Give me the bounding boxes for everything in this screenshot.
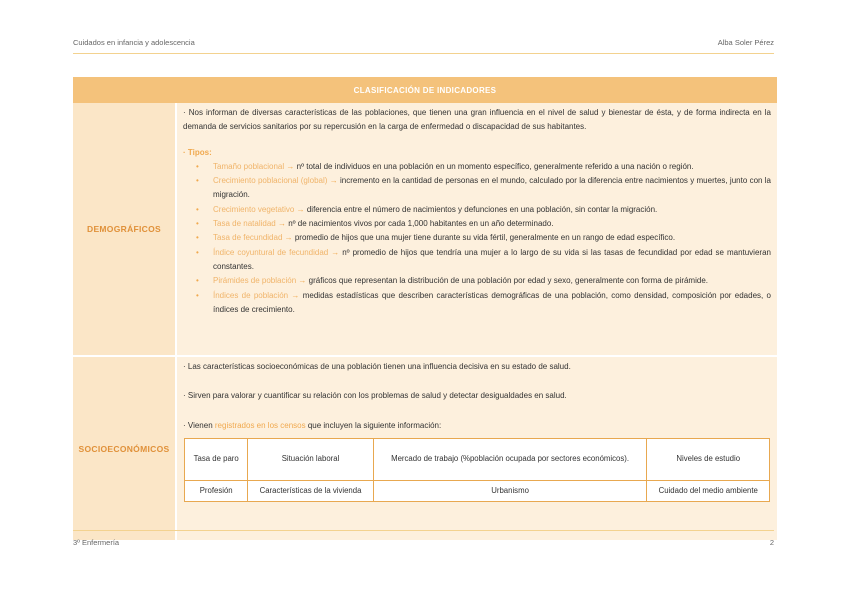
tipos-list [183,160,771,317]
table-row [185,480,770,501]
list-item: • Índices de población → medidas estadísticas que describen características demográficas de una población, como densidad, composición por edades, o índices de crecimiento. [213,289,771,318]
table-cell: Profesión [185,480,248,501]
table-cell: Tasa de paro [185,438,248,480]
page-number: 2 [769,538,774,547]
table-cell: Urbanismo [373,480,647,501]
socio-paragraph-3: · Vienen registrados en los censos que incluyen la siguiente información: [183,420,442,430]
table-title: CLASIFICACIÓN DE INDICADORES [73,77,777,103]
list-item: • Tasa de fecundidad → promedio de hijos que una mujer tiene durante su vida fértil, generalmente en un rango de edad específico. [213,231,771,245]
table-cell: Mercado de trabajo (%población ocupada por sectores económicos). [373,438,647,480]
census-info-table [184,438,770,502]
list-item: • Crecimiento vegetativo → diferencia entre el número de nacimientos y defunciones en una población, sin contar la migración. [213,203,771,217]
socioeconomicos-content [176,356,777,540]
tipos-heading: · Tipos: [183,147,212,157]
socio-paragraph-2: · Sirven para valorar y cuantificar su relación con los problemas de salud y detectar desigualdades en salud. [183,391,567,401]
table-row [185,438,770,480]
table-cell: Características de la vivienda [248,480,373,501]
row-label-socioeconomicos: SOCIOECONÓMICOS [73,356,176,540]
demograficos-content [176,103,777,356]
header-author: Alba Soler Pérez [717,38,774,47]
table-cell: Cuidado del medio ambiente [647,480,770,501]
header-course-title: Cuidados en infancia y adolescencia [73,38,195,47]
table-row-socioeconomicos [73,356,777,540]
table-row-demograficos [73,103,777,356]
list-item: • Índice coyuntural de fecundidad → nº promedio de hijos que tendría una mujer a lo largo de su vida si las tasas de fecundidad por edad se mantuvieran constantes. [213,246,771,275]
row-label-demograficos: DEMOGRÁFICOS [73,103,176,356]
page-header [73,38,774,52]
footer-divider [73,530,774,531]
footer-course: 3º Enfermería [73,538,120,547]
list-item: • Tasa de natalidad → nº de nacimientos vivos por cada 1,000 habitantes en un año determinado. [213,217,771,231]
table-cell: Niveles de estudio [647,438,770,480]
indicators-table [73,77,777,540]
demograficos-intro: · Nos informan de diversas características de las poblaciones, que tienen una gran influencia en el nivel de salud y bienestar de ésta, y de forma indirecta en la demanda de servicios sanitarios por su repercusión en la carga de enfermedad o discapacidad de sus habitantes. [183,108,771,132]
list-item: • Tamaño poblacional → nº total de individuos en una población en un momento específico, generalmente referido a una nación o región. [213,160,771,174]
list-item: • Crecimiento poblacional (global) → incremento en la cantidad de personas en el mundo, calculado por la diferencia entre nacimientos y muertes, junto con la migración. [213,174,771,203]
censos-highlight: registrados en los censos [214,420,306,430]
list-item: • Pirámides de población → gráficos que representan la distribución de una población por edad y sexo, generalmente con forma de pirámide. [213,274,771,288]
header-divider [73,53,774,54]
socio-paragraph-1: · Las características socioeconómicas de una población tienen una influencia decisiva en su estado de salud. [183,362,571,371]
table-cell: Situación laboral [248,438,373,480]
